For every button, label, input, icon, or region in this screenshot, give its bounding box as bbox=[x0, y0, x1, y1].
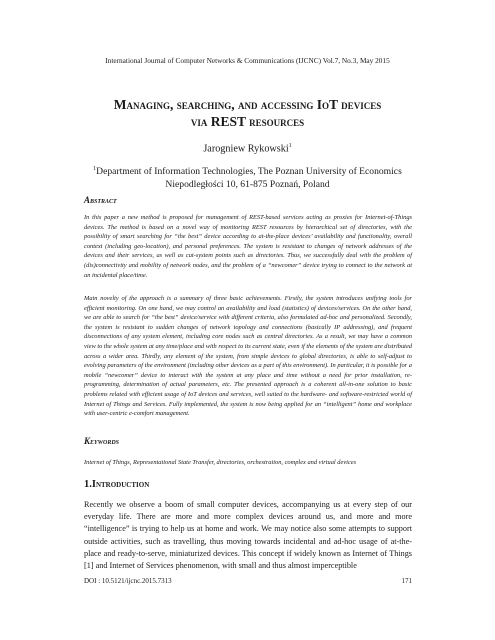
page-footer bbox=[84, 577, 412, 585]
introduction-text: Recently we observe a boom of small computer devices, accompanying us at every step of our everyday life. There are more and more complex devices around us, and more and more “intelligence” is trying to help us at home and work. We may notice also some attempts to support outside activities, such as travelling, thus moving towards incidental and ad-hoc usage of at-the-place and ready-to-serve, miniaturized devices. This concept if widely known as Internet of Things [1] and Internet of Services phenomenon, with small and thus almost imperceptible bbox=[84, 500, 412, 571]
page-number: 171 bbox=[401, 577, 412, 585]
affiliation bbox=[60, 163, 435, 191]
affiliation-line-2: Niepodległości 10, 61-875 Poznań, Poland bbox=[165, 178, 330, 190]
title-line-1: Managing, searching, and accessing IoT devices bbox=[113, 97, 382, 112]
author-name: Jarogniew Rykowski bbox=[203, 143, 289, 155]
abstract-heading: Abstract bbox=[84, 195, 117, 205]
introduction-heading: 1.Introduction bbox=[84, 479, 150, 490]
doi: DOI : 10.5121/ijcnc.2015.7313 bbox=[84, 577, 172, 585]
author-superscript: 1 bbox=[288, 143, 292, 149]
affiliation-superscript: 1 bbox=[93, 166, 97, 172]
paper-title bbox=[60, 96, 435, 130]
keywords-text: Internet of Things, Representational State Transfer, directories, orchestration, complex and virtual devices bbox=[84, 459, 357, 466]
journal-header: International Journal of Computer Networks & Communications (IJCNC) Vol.7, No.3, May 2015 bbox=[105, 56, 390, 65]
abstract-paragraph-2: Main novelty of the approach is a summary of three basic achievements. Firstly, the system introduces unifying tools for efficient monitoring. On one hand, we may control an availability and load (statistics) of devices/services. On the other hand, we are able to search for “the best” device/service with different criteria, also formulated ad-hoc and personalized. Secondly, the system is resistant to sudden changes of network topology and connections (basically IP addressing), and frequent disconnections of any system element, including core nodes such as central directories. As a result, we may have a common view to the whole system at any time/place and with respect to its current state, even if the elements of the system are distributed across a wider area. Thirdly, any element of the system, from simple devices to global directories, is able to self-adjust to evolving parameters of the environment (including other devices as a part of this environment). In particular, it is possible for a mobile “newcomer” device to interact with the system at any place and time without a need for prior installation, re-programming, determination of actual parameters, etc. The presented approach is a coherent all-in-one solution to basic problems related with efficient usage of IoT devices and services, well suited to the hardware- and software-restricted world of Internet of Things and Services. Fully implemented, the system is now being applied for an “intelligent” home and workplace with user-centric e-comfort management. bbox=[84, 295, 412, 418]
affiliation-line-1: Department of Information Technologies, The Poznan University of Economics bbox=[96, 166, 402, 178]
abstract-paragraph-1: In this paper a new method is proposed for management of REST-based services acting as proxies for Internet-of-Things devices. The method is based on a novel way of monitoring REST resources by hierarchical set of directories, with the possibility of smart searching for “the best” device according to at-the-place devices’ availability and functionality, overall context (including geo-location), and personal preferences. The system is resistant to changes of network addresses of the devices and their services, as well as cut-system points such as directories. Thus, we successfully deal with the problem of (dis)connectivity and mobility of network nodes, and the problem of a “newcomer” device trying to connect to the network at an incidental place/time. bbox=[84, 214, 412, 279]
keywords-heading: Keywords bbox=[84, 436, 120, 446]
title-line-2: via REST resources bbox=[190, 114, 305, 129]
author bbox=[0, 143, 495, 154]
